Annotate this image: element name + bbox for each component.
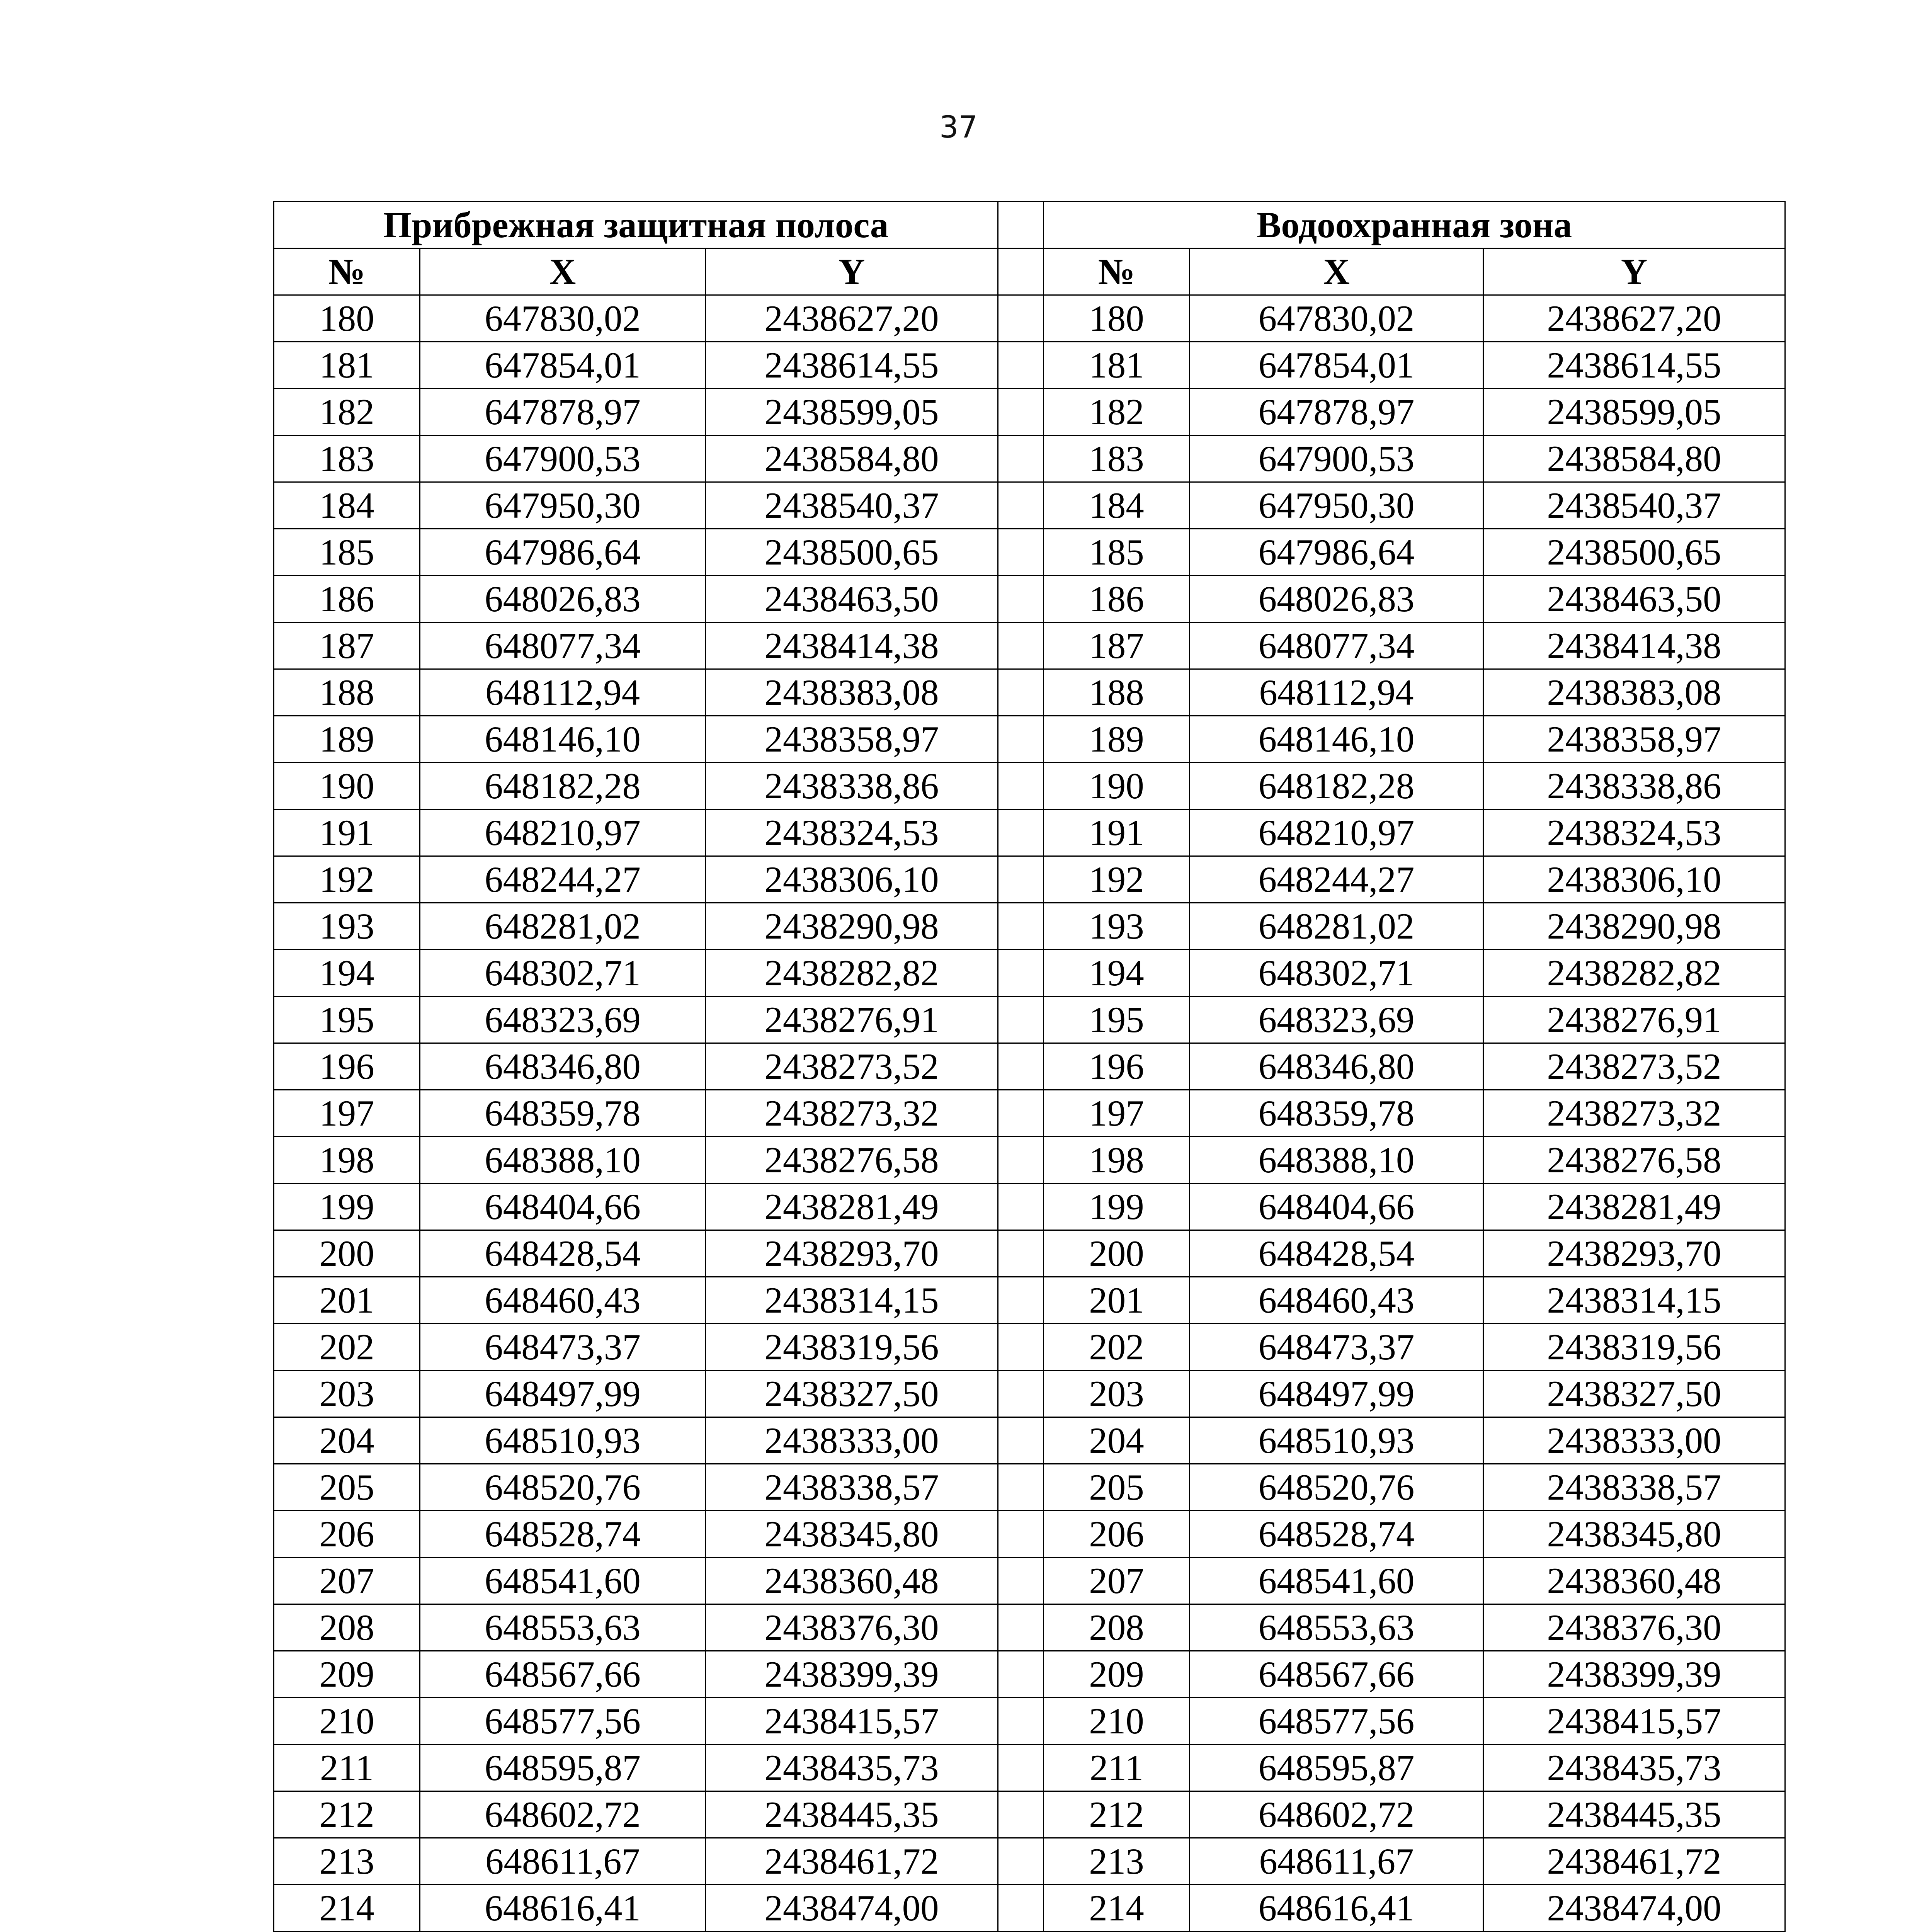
gap-cell [998,903,1044,950]
y-coordinate-right: 2438358,97 [1483,716,1785,763]
y-coordinate-left: 2438306,10 [706,856,998,903]
y-coordinate-left: 2438333,00 [706,1417,998,1464]
x-coordinate-left: 648577,56 [420,1698,706,1745]
point-number-left: 187 [274,622,420,669]
table-row [274,1885,1785,1932]
y-coordinate-right: 2438599,05 [1483,389,1785,435]
x-coordinate-left: 647900,53 [420,435,706,482]
y-coordinate-right: 2438584,80 [1483,435,1785,482]
x-coordinate-right: 648567,66 [1190,1651,1483,1698]
table-row [274,1745,1785,1791]
table-row [274,576,1785,622]
y-coordinate-left: 2438614,55 [706,342,998,389]
table-row [274,669,1785,716]
header-x-right: X [1190,248,1483,295]
table-row [274,1417,1785,1464]
point-number-right: 214 [1044,1885,1190,1932]
x-coordinate-right: 648323,69 [1190,997,1483,1043]
y-coordinate-right: 2438338,86 [1483,763,1785,810]
x-coordinate-left: 648302,71 [420,950,706,997]
x-coordinate-left: 648112,94 [420,669,706,716]
x-coordinate-left: 648281,02 [420,903,706,950]
point-number-right: 186 [1044,576,1190,622]
x-coordinate-left: 648510,93 [420,1417,706,1464]
point-number-left: 191 [274,810,420,856]
y-coordinate-left: 2438540,37 [706,482,998,529]
gap-cell [998,1511,1044,1558]
point-number-right: 189 [1044,716,1190,763]
point-number-right: 206 [1044,1511,1190,1558]
y-coordinate-right: 2438383,08 [1483,669,1785,716]
table-row [274,1090,1785,1137]
point-number-left: 199 [274,1184,420,1230]
table-row [274,1511,1785,1558]
gap-cell [998,529,1044,576]
y-coordinate-right: 2438333,00 [1483,1417,1785,1464]
point-number-left: 198 [274,1137,420,1184]
x-coordinate-right: 648595,87 [1190,1745,1483,1791]
gap-cell [998,1885,1044,1932]
gap-cell [998,1651,1044,1698]
point-number-right: 195 [1044,997,1190,1043]
point-number-left: 206 [274,1511,420,1558]
point-number-right: 187 [1044,622,1190,669]
y-coordinate-right: 2438276,58 [1483,1137,1785,1184]
gap-cell [998,810,1044,856]
table-row [274,1838,1785,1885]
y-coordinate-left: 2438273,52 [706,1043,998,1090]
gap-cell [998,1604,1044,1651]
y-coordinate-left: 2438383,08 [706,669,998,716]
x-coordinate-left: 648146,10 [420,716,706,763]
x-coordinate-right: 648520,76 [1190,1464,1483,1511]
x-coordinate-right: 647878,97 [1190,389,1483,435]
point-number-left: 210 [274,1698,420,1745]
y-coordinate-left: 2438414,38 [706,622,998,669]
x-coordinate-right: 648528,74 [1190,1511,1483,1558]
x-coordinate-left: 647830,02 [420,295,706,342]
x-coordinate-left: 648460,43 [420,1277,706,1324]
gap-cell [998,1698,1044,1745]
gap-cell [998,763,1044,810]
y-coordinate-right: 2438324,53 [1483,810,1785,856]
gap-cell [998,856,1044,903]
x-coordinate-left: 648346,80 [420,1043,706,1090]
point-number-left: 212 [274,1791,420,1838]
header-x-left: X [420,248,706,295]
y-coordinate-left: 2438319,56 [706,1324,998,1371]
table-row [274,1324,1785,1371]
y-coordinate-left: 2438376,30 [706,1604,998,1651]
y-coordinate-right: 2438435,73 [1483,1745,1785,1791]
point-number-right: 190 [1044,763,1190,810]
x-coordinate-left: 648616,41 [420,1885,706,1932]
x-coordinate-left: 648611,67 [420,1838,706,1885]
x-coordinate-right: 648510,93 [1190,1417,1483,1464]
x-coordinate-right: 648346,80 [1190,1043,1483,1090]
header-y-right: Y [1483,248,1785,295]
x-coordinate-right: 648460,43 [1190,1277,1483,1324]
table-row [274,1698,1785,1745]
y-coordinate-left: 2438435,73 [706,1745,998,1791]
gap-cell [998,576,1044,622]
x-coordinate-left: 648497,99 [420,1371,706,1417]
x-coordinate-left: 648553,63 [420,1604,706,1651]
table-row [274,622,1785,669]
gap-cell [998,1464,1044,1511]
point-number-right: 201 [1044,1277,1190,1324]
y-coordinate-left: 2438399,39 [706,1651,998,1698]
y-coordinate-left: 2438324,53 [706,810,998,856]
table-row [274,1043,1785,1090]
gap-cell [998,1324,1044,1371]
point-number-right: 198 [1044,1137,1190,1184]
point-number-left: 214 [274,1885,420,1932]
point-number-right: 185 [1044,529,1190,576]
gap-cell [998,1745,1044,1791]
y-coordinate-right: 2438327,50 [1483,1371,1785,1417]
gap-cell [998,1371,1044,1417]
x-coordinate-right: 648541,60 [1190,1558,1483,1604]
point-number-right: 193 [1044,903,1190,950]
table-row [274,342,1785,389]
y-coordinate-right: 2438463,50 [1483,576,1785,622]
x-coordinate-left: 647950,30 [420,482,706,529]
gap-cell [998,1043,1044,1090]
y-coordinate-left: 2438445,35 [706,1791,998,1838]
y-coordinate-right: 2438500,65 [1483,529,1785,576]
point-number-left: 207 [274,1558,420,1604]
y-coordinate-right: 2438415,57 [1483,1698,1785,1745]
point-number-left: 192 [274,856,420,903]
point-number-left: 211 [274,1745,420,1791]
table-row [274,716,1785,763]
x-coordinate-right: 648146,10 [1190,716,1483,763]
x-coordinate-right: 648428,54 [1190,1230,1483,1277]
point-number-left: 195 [274,997,420,1043]
y-coordinate-left: 2438293,70 [706,1230,998,1277]
x-coordinate-right: 647830,02 [1190,295,1483,342]
x-coordinate-right: 648616,41 [1190,1885,1483,1932]
header-no-left: № [274,248,420,295]
x-coordinate-right: 648077,34 [1190,622,1483,669]
gap-cell [998,295,1044,342]
y-coordinate-left: 2438360,48 [706,1558,998,1604]
y-coordinate-left: 2438281,49 [706,1184,998,1230]
table-row [274,389,1785,435]
y-coordinate-right: 2438319,56 [1483,1324,1785,1371]
y-coordinate-right: 2438273,32 [1483,1090,1785,1137]
point-number-right: 182 [1044,389,1190,435]
x-coordinate-left: 648567,66 [420,1651,706,1698]
point-number-left: 189 [274,716,420,763]
table-row [274,1558,1785,1604]
y-coordinate-left: 2438327,50 [706,1371,998,1417]
y-coordinate-right: 2438338,57 [1483,1464,1785,1511]
gap-cell [998,435,1044,482]
point-number-left: 204 [274,1417,420,1464]
point-number-left: 193 [274,903,420,950]
table-row [274,1371,1785,1417]
point-number-right: 197 [1044,1090,1190,1137]
point-number-left: 205 [274,1464,420,1511]
gap-cell [998,1558,1044,1604]
table-row [274,1464,1785,1511]
y-coordinate-right: 2438290,98 [1483,903,1785,950]
gap-cell [998,1184,1044,1230]
y-coordinate-left: 2438415,57 [706,1698,998,1745]
point-number-right: 204 [1044,1417,1190,1464]
x-coordinate-left: 648520,76 [420,1464,706,1511]
x-coordinate-right: 648112,94 [1190,669,1483,716]
x-coordinate-right: 648302,71 [1190,950,1483,997]
x-coordinate-left: 648528,74 [420,1511,706,1558]
x-coordinate-right: 648244,27 [1190,856,1483,903]
point-number-left: 208 [274,1604,420,1651]
table-row [274,295,1785,342]
point-number-left: 180 [274,295,420,342]
point-number-right: 203 [1044,1371,1190,1417]
x-coordinate-right: 648577,56 [1190,1698,1483,1745]
y-coordinate-right: 2438627,20 [1483,295,1785,342]
y-coordinate-right: 2438360,48 [1483,1558,1785,1604]
gap-cell [998,389,1044,435]
x-coordinate-right: 648210,97 [1190,810,1483,856]
table-row [274,1230,1785,1277]
table-row [274,1277,1785,1324]
y-coordinate-right: 2438414,38 [1483,622,1785,669]
table-row [274,1137,1785,1184]
header-no-right: № [1044,248,1190,295]
point-number-right: 194 [1044,950,1190,997]
gap-cell [998,669,1044,716]
y-coordinate-left: 2438276,58 [706,1137,998,1184]
point-number-left: 194 [274,950,420,997]
gap-cell [998,716,1044,763]
x-coordinate-left: 648182,28 [420,763,706,810]
table-row [274,903,1785,950]
point-number-left: 197 [274,1090,420,1137]
point-number-left: 181 [274,342,420,389]
coastal-strip-title: Прибрежная защитная полоса [274,202,998,248]
y-coordinate-left: 2438338,57 [706,1464,998,1511]
y-coordinate-right: 2438281,49 [1483,1184,1785,1230]
x-coordinate-right: 647854,01 [1190,342,1483,389]
water-protection-zone-title: Водоохранная зона [1044,202,1785,248]
point-number-right: 210 [1044,1698,1190,1745]
point-number-right: 211 [1044,1745,1190,1791]
gap-cell [998,1417,1044,1464]
y-coordinate-right: 2438540,37 [1483,482,1785,529]
y-coordinate-right: 2438293,70 [1483,1230,1785,1277]
y-coordinate-left: 2438282,82 [706,950,998,997]
y-coordinate-left: 2438627,20 [706,295,998,342]
y-coordinate-left: 2438500,65 [706,529,998,576]
y-coordinate-left: 2438599,05 [706,389,998,435]
table-row [274,856,1785,903]
x-coordinate-left: 648323,69 [420,997,706,1043]
column-header-row [274,248,1785,295]
point-number-right: 180 [1044,295,1190,342]
y-coordinate-right: 2438474,00 [1483,1885,1785,1932]
y-coordinate-left: 2438461,72 [706,1838,998,1885]
gap-cell [998,1277,1044,1324]
gap-cell [998,342,1044,389]
y-coordinate-right: 2438345,80 [1483,1511,1785,1558]
x-coordinate-right: 648404,66 [1190,1184,1483,1230]
table-row [274,435,1785,482]
y-coordinate-left: 2438345,80 [706,1511,998,1558]
x-coordinate-right: 648388,10 [1190,1137,1483,1184]
y-coordinate-right: 2438276,91 [1483,997,1785,1043]
x-coordinate-left: 648244,27 [420,856,706,903]
gap-cell [998,1791,1044,1838]
x-coordinate-left: 648428,54 [420,1230,706,1277]
table-row [274,763,1785,810]
point-number-right: 188 [1044,669,1190,716]
x-coordinate-left: 648388,10 [420,1137,706,1184]
y-coordinate-left: 2438290,98 [706,903,998,950]
point-number-right: 192 [1044,856,1190,903]
gap-cell [998,202,1044,248]
coordinates-body [274,295,1785,1932]
x-coordinate-left: 648210,97 [420,810,706,856]
x-coordinate-left: 648404,66 [420,1184,706,1230]
table-row [274,529,1785,576]
point-number-right: 196 [1044,1043,1190,1090]
gap-cell [998,950,1044,997]
x-coordinate-right: 648553,63 [1190,1604,1483,1651]
table-row [274,810,1785,856]
y-coordinate-left: 2438474,00 [706,1885,998,1932]
x-coordinate-left: 647986,64 [420,529,706,576]
x-coordinate-left: 647878,97 [420,389,706,435]
page-number: 37 [939,110,978,145]
y-coordinate-right: 2438399,39 [1483,1651,1785,1698]
x-coordinate-left: 647854,01 [420,342,706,389]
x-coordinate-right: 647900,53 [1190,435,1483,482]
x-coordinate-right: 647986,64 [1190,529,1483,576]
table-row [274,950,1785,997]
y-coordinate-left: 2438338,86 [706,763,998,810]
x-coordinate-right: 648182,28 [1190,763,1483,810]
gap-cell [998,1838,1044,1885]
x-coordinate-left: 648602,72 [420,1791,706,1838]
point-number-right: 212 [1044,1791,1190,1838]
x-coordinate-right: 648602,72 [1190,1791,1483,1838]
point-number-right: 205 [1044,1464,1190,1511]
y-coordinate-right: 2438282,82 [1483,950,1785,997]
table-row [274,997,1785,1043]
point-number-right: 202 [1044,1324,1190,1371]
table-row [274,1184,1785,1230]
gap-cell [998,248,1044,295]
point-number-right: 181 [1044,342,1190,389]
point-number-right: 200 [1044,1230,1190,1277]
y-coordinate-left: 2438273,32 [706,1090,998,1137]
header-y-left: Y [706,248,998,295]
table-row [274,1791,1785,1838]
point-number-left: 196 [274,1043,420,1090]
gap-cell [998,1090,1044,1137]
y-coordinate-left: 2438358,97 [706,716,998,763]
point-number-left: 200 [274,1230,420,1277]
x-coordinate-right: 648359,78 [1190,1090,1483,1137]
point-number-left: 213 [274,1838,420,1885]
point-number-right: 199 [1044,1184,1190,1230]
x-coordinate-left: 648359,78 [420,1090,706,1137]
gap-cell [998,622,1044,669]
y-coordinate-left: 2438463,50 [706,576,998,622]
point-number-right: 207 [1044,1558,1190,1604]
point-number-left: 185 [274,529,420,576]
y-coordinate-right: 2438461,72 [1483,1838,1785,1885]
y-coordinate-right: 2438376,30 [1483,1604,1785,1651]
x-coordinate-left: 648595,87 [420,1745,706,1791]
point-number-left: 209 [274,1651,420,1698]
x-coordinate-right: 648473,37 [1190,1324,1483,1371]
point-number-left: 203 [274,1371,420,1417]
point-number-left: 183 [274,435,420,482]
gap-cell [998,1230,1044,1277]
point-number-right: 183 [1044,435,1190,482]
table-row [274,1651,1785,1698]
gap-cell [998,997,1044,1043]
point-number-left: 186 [274,576,420,622]
x-coordinate-right: 648026,83 [1190,576,1483,622]
point-number-right: 191 [1044,810,1190,856]
y-coordinate-left: 2438276,91 [706,997,998,1043]
table-row [274,482,1785,529]
point-number-right: 184 [1044,482,1190,529]
y-coordinate-left: 2438584,80 [706,435,998,482]
point-number-left: 182 [274,389,420,435]
point-number-left: 201 [274,1277,420,1324]
x-coordinate-left: 648473,37 [420,1324,706,1371]
x-coordinate-right: 648611,67 [1190,1838,1483,1885]
point-number-right: 209 [1044,1651,1190,1698]
x-coordinate-left: 648541,60 [420,1558,706,1604]
point-number-right: 208 [1044,1604,1190,1651]
gap-cell [998,482,1044,529]
y-coordinate-right: 2438306,10 [1483,856,1785,903]
table-row [274,1604,1785,1651]
y-coordinate-right: 2438445,35 [1483,1791,1785,1838]
section-title-row [274,202,1785,248]
point-number-left: 184 [274,482,420,529]
point-number-left: 188 [274,669,420,716]
y-coordinate-left: 2438314,15 [706,1277,998,1324]
x-coordinate-right: 648281,02 [1190,903,1483,950]
gap-cell [998,1137,1044,1184]
x-coordinate-right: 647950,30 [1190,482,1483,529]
y-coordinate-right: 2438314,15 [1483,1277,1785,1324]
x-coordinate-right: 648497,99 [1190,1371,1483,1417]
x-coordinate-left: 648077,34 [420,622,706,669]
coordinates-table [273,201,1786,1932]
point-number-left: 190 [274,763,420,810]
point-number-right: 213 [1044,1838,1190,1885]
point-number-left: 202 [274,1324,420,1371]
x-coordinate-left: 648026,83 [420,576,706,622]
y-coordinate-right: 2438614,55 [1483,342,1785,389]
y-coordinate-right: 2438273,52 [1483,1043,1785,1090]
